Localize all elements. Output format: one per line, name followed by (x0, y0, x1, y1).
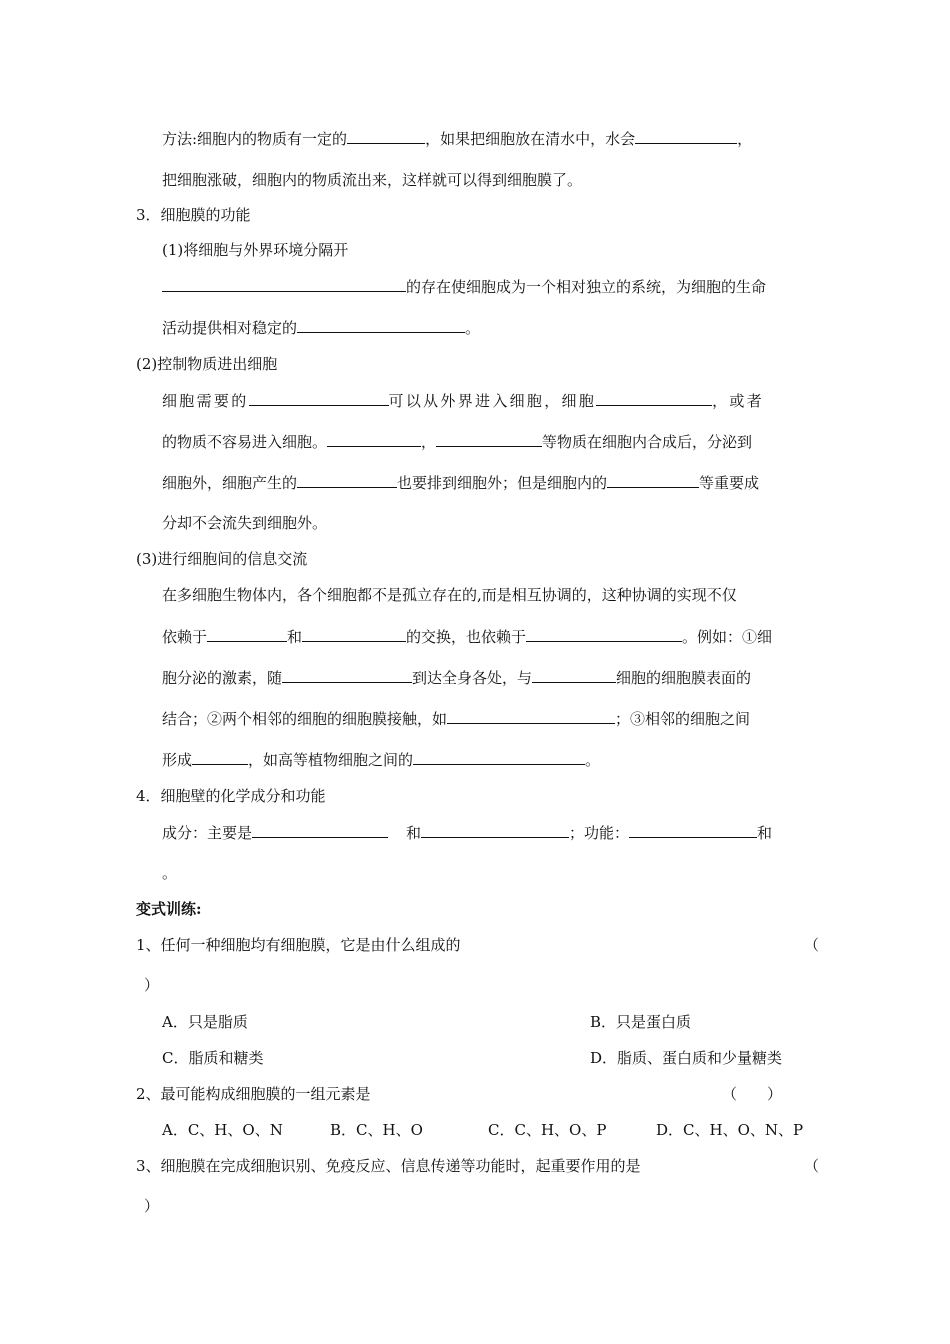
sub3-text: ，如高等植物细胞之间的 (248, 751, 414, 769)
blank-field[interactable] (436, 431, 542, 447)
sub2-text: 细胞外，细胞产生的 (162, 474, 298, 492)
blank-field[interactable] (596, 390, 712, 406)
sub2-line-2 (162, 431, 752, 452)
blank-field[interactable] (607, 472, 699, 488)
q1-option-c[interactable]: C．脂质和糖类 (162, 1049, 264, 1067)
blank-field[interactable] (421, 822, 569, 838)
s4-text: 和 (757, 824, 773, 842)
sub1-text: 。 (465, 319, 481, 337)
method-line-1 (162, 128, 752, 149)
blank-field[interactable] (347, 128, 425, 144)
blank-field[interactable] (629, 822, 757, 838)
sub3-line-3 (162, 667, 751, 688)
sub1-text: 活动提供相对稳定的 (162, 319, 298, 337)
sub3-text: 。 (585, 751, 601, 769)
blank-field[interactable] (249, 390, 389, 406)
sub3-text: 。例如：①细 (682, 628, 773, 646)
sub2-text: 等物质在细胞内合成后，分泌到 (542, 433, 753, 451)
sub2-text: 等重要成 (699, 474, 760, 492)
q3-answer-close: ） (144, 1197, 160, 1215)
blank-field[interactable] (207, 626, 287, 642)
method-text-a: 方法:细胞内的物质有一定的 (162, 130, 348, 148)
sub3-text: 的交换，也依赖于 (406, 628, 527, 646)
method-text-b: ，如果把细胞放在清水中，水会 (425, 130, 636, 148)
section-4-heading: 4．细胞壁的化学成分和功能 (136, 787, 326, 805)
sub3-text: 胞分泌的激素，随 (162, 669, 283, 687)
blank-field[interactable] (526, 626, 682, 642)
sub2-title: (2)控制物质进出细胞 (136, 355, 278, 373)
section-4-line-2: 。 (162, 864, 178, 882)
sub2-text: 的物质不容易进入细胞。 (162, 433, 328, 451)
sub2-line-3 (162, 472, 759, 493)
sub2-text: ，或者 (712, 392, 765, 410)
practice-heading: 变式训练: (136, 900, 202, 918)
q2-option-b[interactable]: B．C、H、O (330, 1121, 423, 1139)
q1-answer-close: ） (144, 976, 160, 994)
s4-text: ；功能： (569, 824, 630, 842)
q1-answer-open[interactable]: （ (804, 936, 820, 954)
sub3-line-1: 在多细胞生物体内，各个细胞都不是孤立存在的,而是相互协调的，这种协调的实现不仅 (162, 586, 737, 604)
section-4-line-1 (162, 822, 772, 843)
sub2-text: ， (421, 433, 437, 451)
blank-field[interactable] (532, 667, 616, 683)
sub3-text: 和 (287, 628, 303, 646)
q2-answer[interactable]: （ ） (722, 1085, 783, 1103)
blank-field[interactable] (162, 276, 406, 292)
blank-field[interactable] (302, 626, 406, 642)
method-text-c: ， (737, 130, 753, 148)
blank-field[interactable] (413, 749, 585, 765)
blank-field[interactable] (327, 431, 421, 447)
sub3-text: 形成 (162, 751, 193, 769)
sub2-text: 也要排到细胞外；但是细胞内的 (397, 474, 608, 492)
q1-option-b[interactable]: B．只是蛋白质 (590, 1013, 692, 1031)
blank-field[interactable] (447, 708, 615, 724)
s4-text: 和 (406, 824, 422, 842)
blank-field[interactable] (282, 667, 412, 683)
s4-text: 成分：主要是 (162, 824, 253, 842)
q2-option-d[interactable]: D．C、H、O、N、P (656, 1121, 804, 1139)
method-line-2: 把细胞涨破，细胞内的物质流出来，这样就可以得到细胞膜了。 (162, 171, 583, 189)
q1-option-a[interactable]: A．只是脂质 (162, 1013, 248, 1031)
sub3-text: 细胞的细胞膜表面的 (616, 669, 752, 687)
sub3-title: (3)进行细胞间的信息交流 (136, 550, 308, 568)
q3-answer-open[interactable]: （ (804, 1157, 820, 1175)
q3-stem: 3、细胞膜在完成细胞识别、免疫反应、信息传递等功能时，起重要作用的是 (136, 1157, 641, 1175)
sub1-line-2 (162, 317, 480, 338)
sub3-text: 到达全身各处，与 (412, 669, 533, 687)
blank-field[interactable] (297, 472, 397, 488)
sub1-title: (1)将细胞与外界环境分隔开 (162, 241, 349, 259)
sub2-text: 细胞需要的 (162, 392, 249, 410)
sub3-line-2 (162, 626, 772, 647)
sub2-line-1 (162, 390, 764, 411)
sub2-line-4: 分却不会流失到细胞外。 (162, 514, 328, 532)
q1-stem: 1、任何一种细胞均有细胞膜，它是由什么组成的 (136, 936, 461, 954)
sub3-text: ；③相邻的细胞之间 (615, 710, 751, 728)
sub3-line-4 (162, 708, 750, 729)
sub1-text: 的存在使细胞成为一个相对独立的系统，为细胞的生命 (406, 278, 767, 296)
blank-field[interactable] (252, 822, 388, 838)
blank-field[interactable] (635, 128, 737, 144)
sub3-text: 结合；②两个相邻的细胞的细胞膜接触，如 (162, 710, 448, 728)
q2-stem: 2、最可能构成细胞膜的一组元素是 (136, 1085, 371, 1103)
section-3-heading: 3．细胞膜的功能 (136, 206, 251, 224)
q2-option-c[interactable]: C．C、H、O、P (488, 1121, 607, 1139)
sub3-line-5 (162, 749, 600, 770)
blank-field[interactable] (297, 317, 465, 333)
q1-option-d[interactable]: D．脂质、蛋白质和少量糖类 (590, 1049, 783, 1067)
blank-field[interactable] (192, 749, 248, 765)
q2-option-a[interactable]: A．C、H、O、N (162, 1121, 283, 1139)
sub1-line-1 (162, 276, 766, 297)
sub2-text: 可以从外界进入细胞，细胞 (388, 392, 597, 410)
sub3-text: 依赖于 (162, 628, 208, 646)
